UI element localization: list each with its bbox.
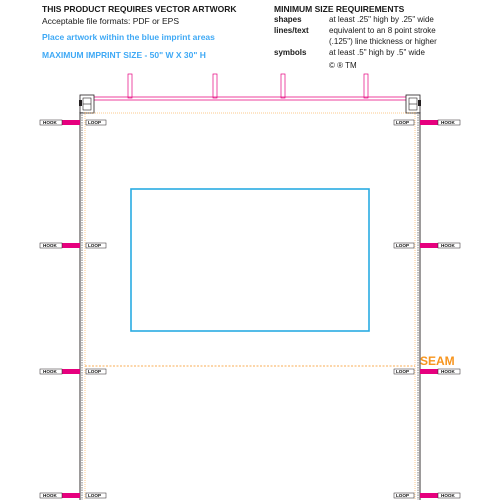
header-max-size: MAXIMUM IMPRINT SIZE - 50" W X 30" H: [42, 50, 206, 60]
loop-label: LOOP: [88, 369, 102, 375]
header-formats: Acceptable file formats: PDF or EPS: [42, 16, 179, 26]
hook-label: HOOK: [441, 369, 455, 375]
header-place-note: Place artwork within the blue imprint areas: [42, 32, 215, 42]
header-title: THIS PRODUCT REQUIRES VECTOR ARTWORK: [42, 4, 237, 14]
loop-label: LOOP: [88, 120, 102, 126]
top-tab: [364, 74, 368, 98]
req-lines-label: lines/text: [274, 26, 309, 35]
req-lines-value-1: equivalent to an 8 point stroke: [329, 26, 436, 35]
req-shapes-label: shapes: [274, 15, 302, 24]
left-frame-edge: [80, 112, 85, 500]
hook-label: HOOK: [43, 369, 57, 375]
corner-hardware-right: [406, 95, 421, 113]
hook-label: HOOK: [441, 243, 455, 249]
requirements-title: MINIMUM SIZE REQUIREMENTS: [274, 4, 405, 14]
hook-loop-right: [394, 120, 460, 498]
hook-label: HOOK: [43, 243, 57, 249]
top-tab: [128, 74, 132, 98]
hook-loop-left: [40, 120, 106, 498]
top-tab: [281, 74, 285, 98]
req-trademark-symbols: © ® TM: [329, 61, 357, 70]
top-tab: [213, 74, 217, 98]
loop-label: LOOP: [396, 120, 410, 126]
hook-label: HOOK: [441, 493, 455, 499]
top-tabs: [128, 74, 368, 98]
hook-label: HOOK: [43, 120, 57, 126]
req-symbols-value: at least .5" high by .5" wide: [329, 48, 425, 57]
hook-label: HOOK: [441, 120, 455, 126]
req-symbols-label: symbols: [274, 48, 307, 57]
imprint-area: [131, 189, 369, 331]
req-shapes-value: at least .25" high by .25" wide: [329, 15, 434, 24]
loop-label: LOOP: [396, 493, 410, 499]
right-frame-edge: [415, 112, 420, 500]
req-lines-value-2: (.125") line thickness or higher: [329, 37, 437, 46]
seam-label: SEAM: [420, 354, 455, 368]
loop-label: LOOP: [396, 243, 410, 249]
loop-label: LOOP: [88, 493, 102, 499]
loop-label: LOOP: [88, 243, 102, 249]
hook-label: HOOK: [43, 493, 57, 499]
corner-hardware-left: [79, 95, 94, 113]
loop-label: LOOP: [396, 369, 410, 375]
